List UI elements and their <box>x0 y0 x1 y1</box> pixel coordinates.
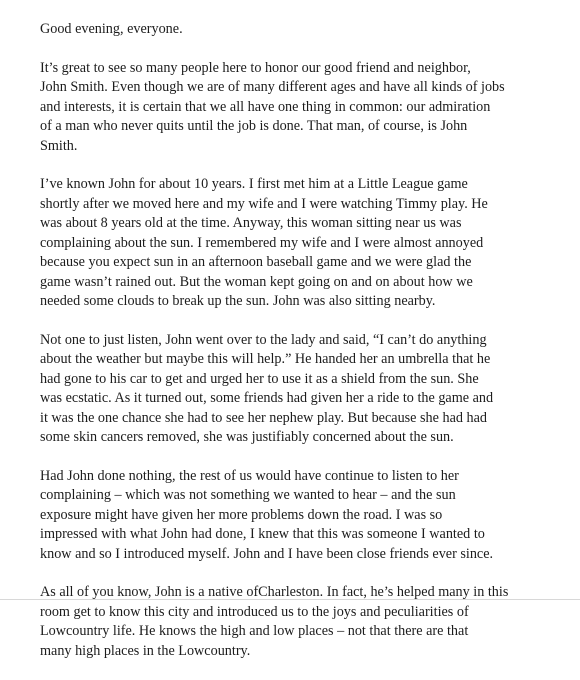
text-line: Good evening, everyone. <box>40 21 183 37</box>
text-line: know and so I introduced myself. John and I have been close friends ever since. <box>40 545 494 562</box>
text-line: Had John done nothing, the rest of us would have continue to listen to her <box>40 467 459 484</box>
text-line: It’s great to see so many people here to honor our good friend and neighbor, <box>40 59 471 76</box>
text-line: Lowcountry life. He knows the high and low places – not that there are that <box>40 623 469 639</box>
text-line: complaining – which was not something we wanted to hear – and the sun <box>40 487 456 503</box>
text-line: exposure might have given her more problems down the road. I was so <box>40 506 443 523</box>
text-line: As all of you know, John is a native ofCharleston. In fact, he’s helped many in this <box>40 584 509 600</box>
text-line: Smith. <box>40 137 78 154</box>
speech-text <box>40 20 560 680</box>
text-line: about the weather but maybe this will help.” He handed her an umbrella that he <box>40 351 491 367</box>
text-line: it was the one chance she had to see her nephew play. But because she had had <box>40 409 488 426</box>
text-line: needed some clouds to break up the sun. John was also sitting nearby. <box>40 293 436 309</box>
text-line: was ecstatic. As it turned out, some friends had given her a ride to the game and <box>40 390 494 406</box>
text-line: impressed with what John had done, I knew that this was someone I wanted to <box>40 526 485 542</box>
paragraph-introduction <box>40 59 560 157</box>
text-line: Not one to just listen, John went over to the lady and said, “I can’t do anything <box>40 331 487 348</box>
text-line: John Smith. Even though we are of many different ages and have all kinds of jobs <box>40 79 505 95</box>
paragraph-umbrella <box>40 331 560 448</box>
text-line: because you expect sun in an afternoon baseball game and we were glad the <box>40 254 472 270</box>
text-line: many high places in the Lowcountry. <box>40 642 251 659</box>
text-line: of a man who never quits until the job is done. That man, of course, is John <box>40 118 468 134</box>
paragraph-greeting <box>40 20 560 40</box>
paragraph-friendship <box>40 467 560 565</box>
text-line: complaining about the sun. I remembered my wife and I were almost annoyed <box>40 234 484 251</box>
paragraph-charleston <box>40 583 560 661</box>
paragraph-meeting <box>40 175 560 312</box>
text-line: was about 8 years old at the time. Anyway, this woman sitting near us was <box>40 215 462 231</box>
text-line: room get to know this city and introduced us to the joys and peculiarities of <box>40 603 469 620</box>
text-line: had gone to his car to get and urged her to use it as a shield from the sun. She <box>40 370 479 387</box>
text-line: game wasn’t rained out. But the woman kept going on and on about how we <box>40 273 473 290</box>
text-line: and interests, it is certain that we all have one thing in common: our admiration <box>40 98 491 115</box>
text-line: some skin cancers removed, she was justifiably concerned about the sun. <box>40 429 454 445</box>
text-line: I’ve known John for about 10 years. I first met him at a Little League game <box>40 176 468 192</box>
text-line: shortly after we moved here and my wife and I were watching Timmy play. He <box>40 195 488 212</box>
